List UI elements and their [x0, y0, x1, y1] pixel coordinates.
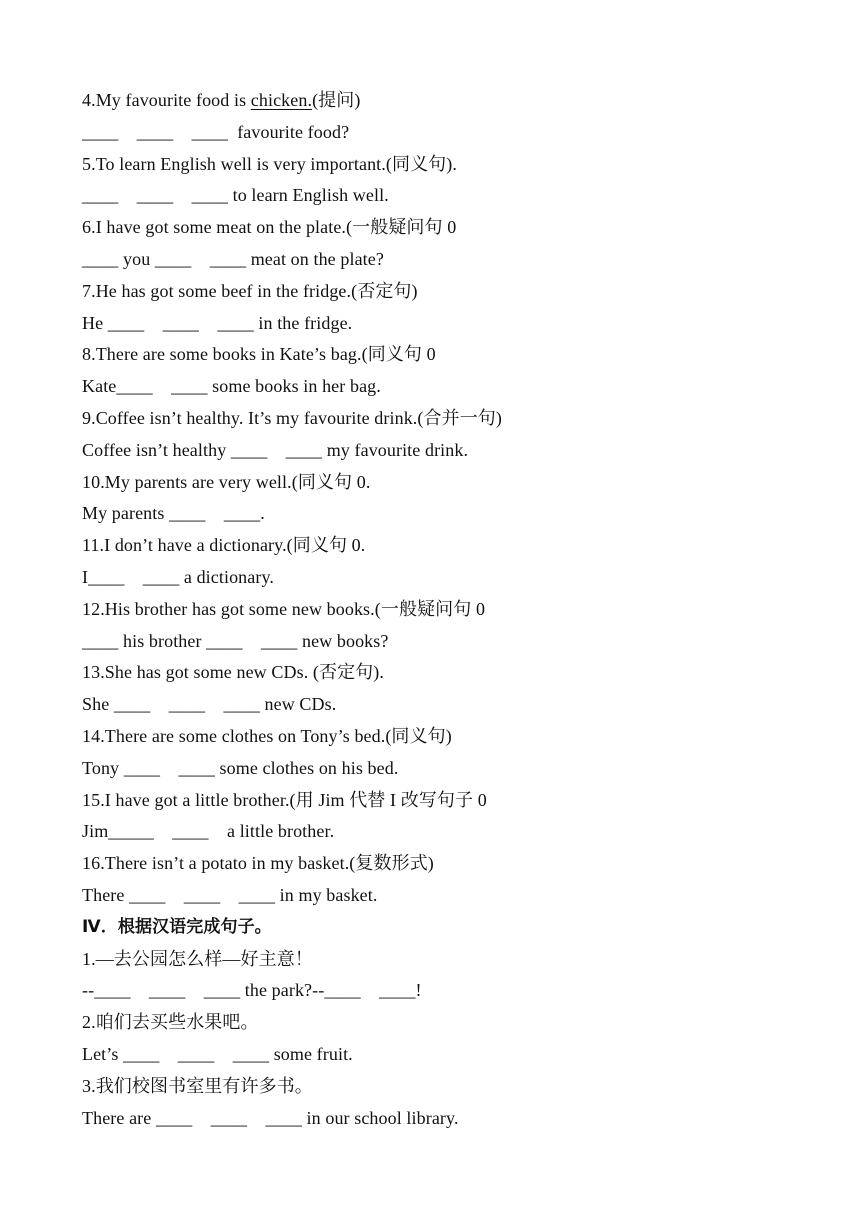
translation-answer-3: There are ____ ____ ____ in our school library.: [82, 1107, 459, 1128]
question-4: [82, 85, 802, 117]
question-4-text: 4.My favourite food is: [82, 90, 251, 110]
question-9: 9.Coffee isn’t healthy. It’s my favourite drink.(合并一句): [82, 407, 502, 428]
answer-line-12: ____ his brother ____ ____ new books?: [82, 630, 389, 651]
question-4-instruction: (提问): [312, 90, 361, 110]
answer-line-5: ____ ____ ____ to learn English well.: [82, 185, 389, 206]
answer-line-16: There ____ ____ ____ in my basket.: [82, 884, 378, 905]
translation-question-2: 2.咱们去买些水果吧。: [82, 1012, 259, 1033]
answer-line-6: ____ you ____ ____ meat on the plate?: [82, 248, 384, 269]
translation-question-1: 1.—去公园怎么样—好主意！: [82, 948, 313, 969]
question-16: 16.There isn’t a potato in my basket.(复数形式): [82, 853, 434, 874]
question-8: 8.There are some books in Kate’s bag.(同义句 0: [82, 344, 436, 365]
question-12: 12.His brother has got some new books.(一般疑问句 0: [82, 598, 486, 619]
answer-line-9: Coffee isn’t healthy ____ ____ my favourite drink.: [82, 439, 469, 460]
question-6: 6.I have got some meat on the plate.(一般疑问句 0: [82, 217, 457, 238]
answer-line-14: Tony ____ ____ some clothes on his bed.: [82, 757, 399, 778]
translation-question-3: 3.我们校图书室里有许多书。: [82, 1075, 313, 1096]
question-13: 13.She has got some new CDs. (否定句).: [82, 662, 384, 683]
answer-line-4: ____ ____ ____ favourite food?: [82, 121, 350, 142]
translation-answer-2: Let’s ____ ____ ____ some fruit.: [82, 1043, 353, 1064]
question-4-underlined-word: chicken.: [250, 90, 313, 110]
answer-line-10: My parents ____ ____.: [82, 503, 265, 524]
worksheet-page: [82, 85, 802, 1134]
question-11: 11.I don’t have a dictionary.(同义句 0.: [82, 535, 366, 556]
answer-line-7: He ____ ____ ____ in the fridge.: [82, 312, 353, 333]
question-10: 10.My parents are very well.(同义句 0.: [82, 471, 371, 492]
answer-line-13: She ____ ____ ____ new CDs.: [82, 694, 337, 715]
answer-line-11: I____ ____ a dictionary.: [82, 566, 274, 587]
translation-answer-1: --____ ____ ____ the park?--____ ____!: [82, 980, 422, 1001]
question-5: 5.To learn English well is very important.(同义句).: [82, 153, 457, 174]
answer-line-8: Kate____ ____ some books in her bag.: [82, 376, 381, 397]
section-heading: Ⅳ．根据汉语完成句子。: [82, 916, 272, 937]
question-15: 15.I have got a little brother.(用 Jim 代替 I 改写句子 0: [82, 789, 487, 810]
question-14: 14.There are some clothes on Tony’s bed.(同义句): [82, 725, 452, 746]
question-7: 7.He has got some beef in the fridge.(否定句): [82, 280, 418, 301]
answer-line-15: Jim_____ ____ a little brother.: [82, 821, 335, 842]
